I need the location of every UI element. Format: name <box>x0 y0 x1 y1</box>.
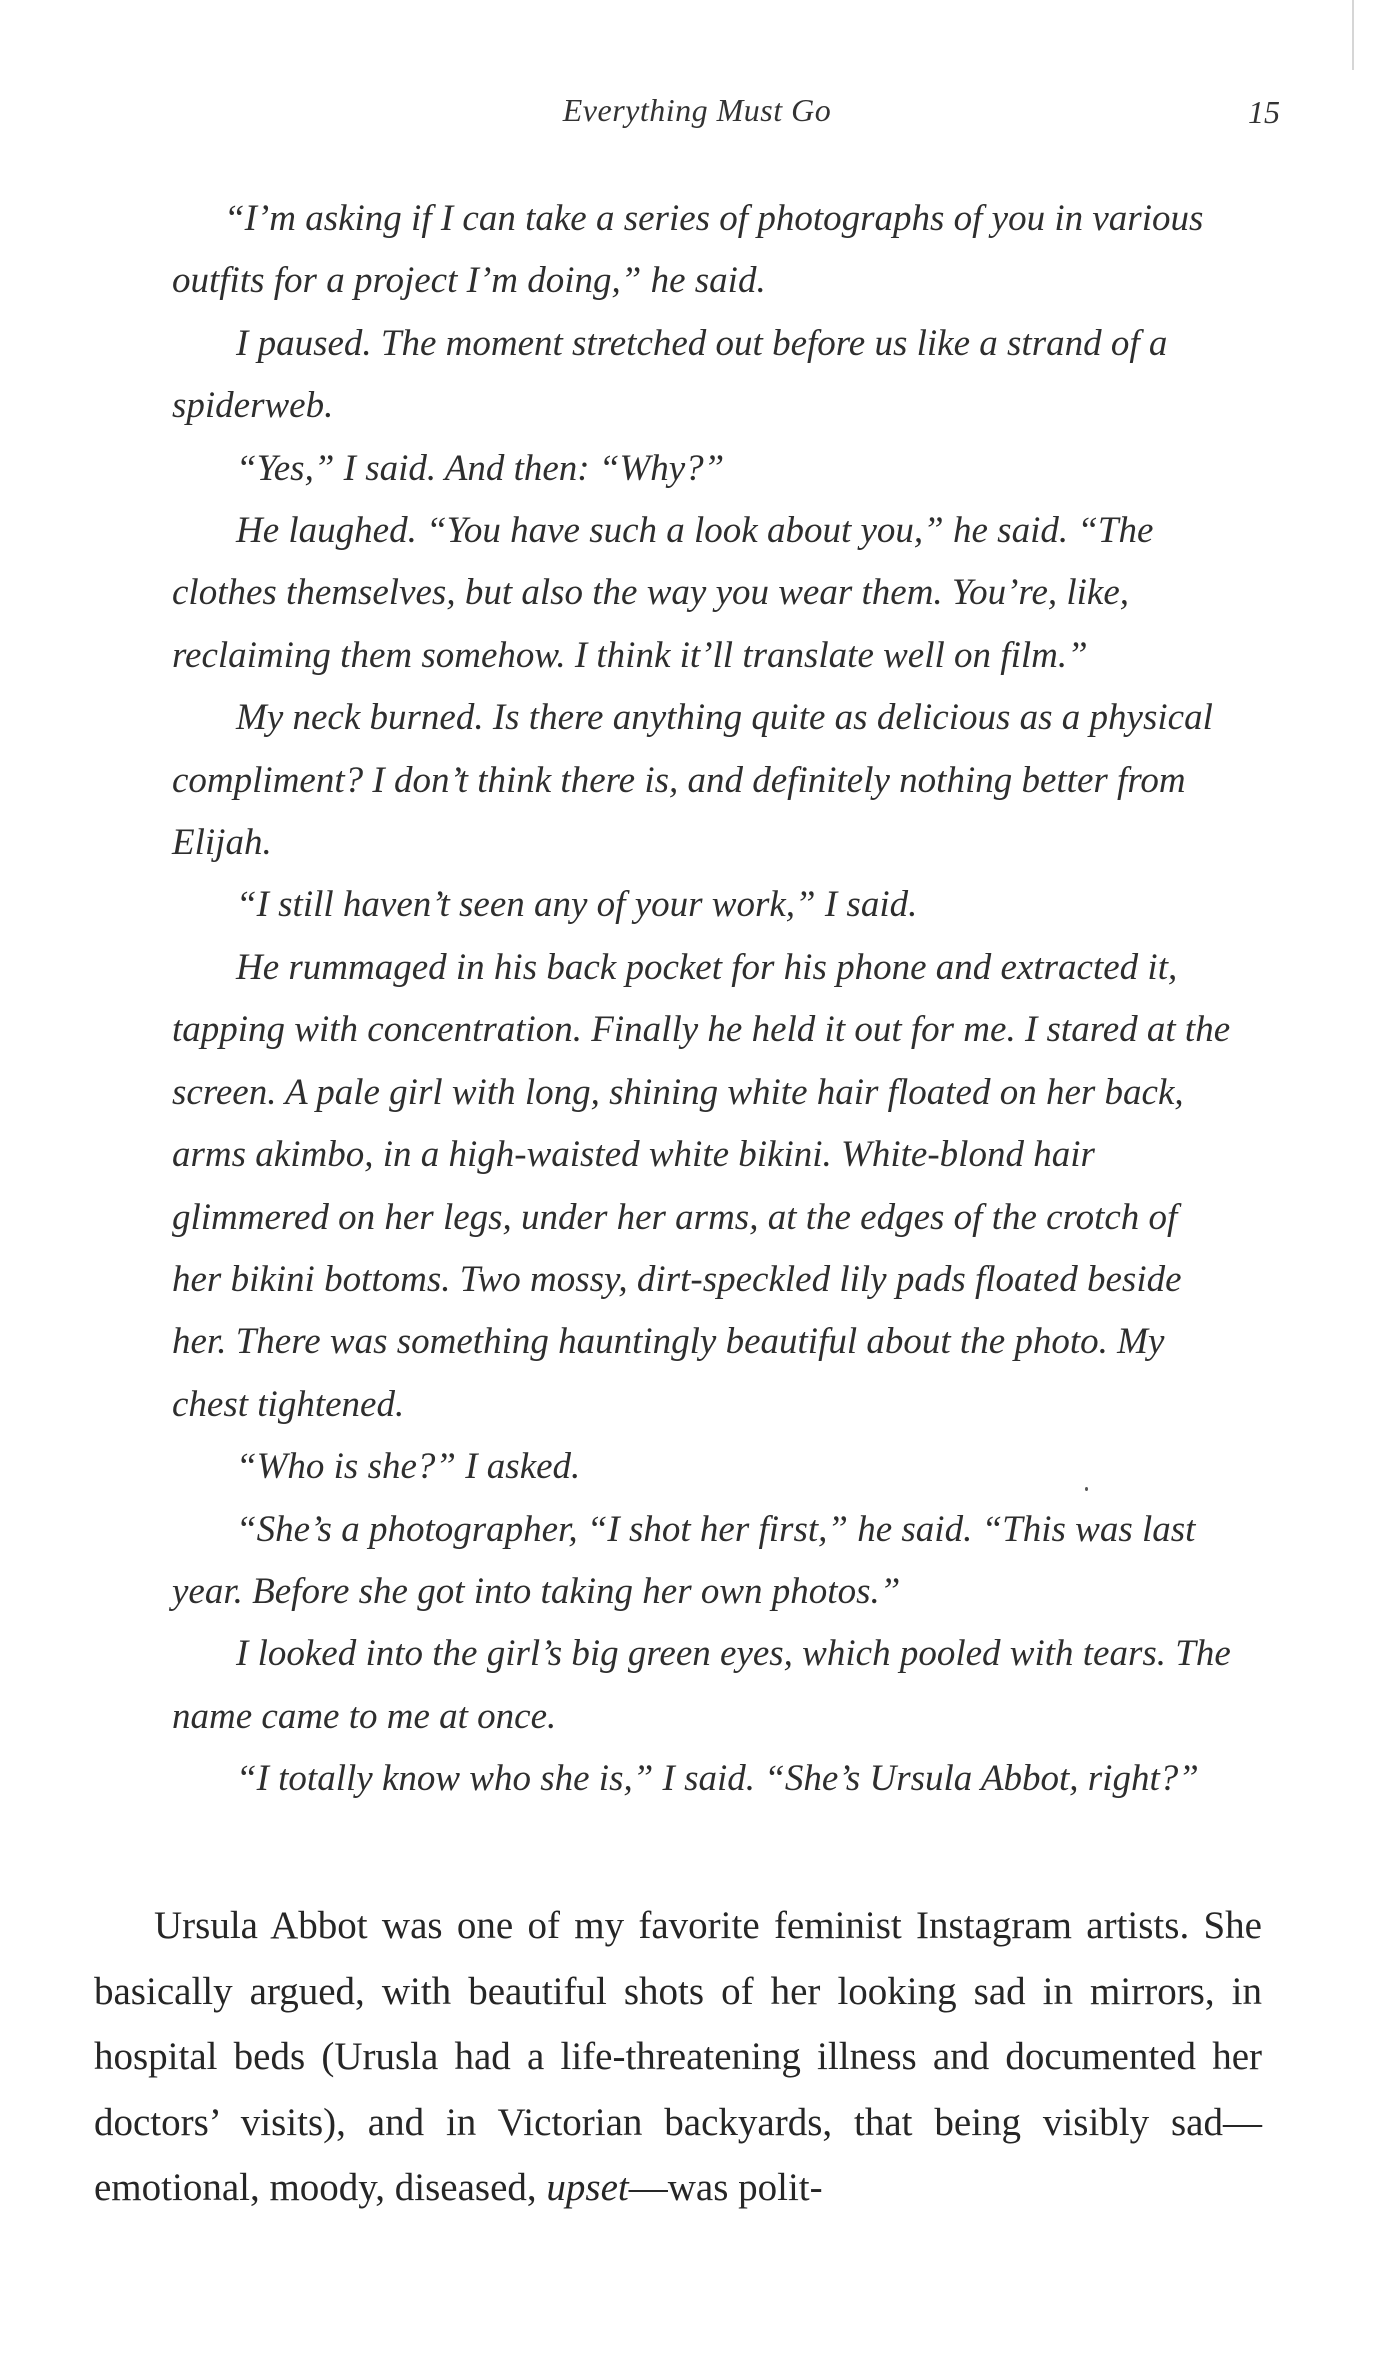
excerpt-paragraph: My neck burned. Is there anything quite as delicious as a physical compliment? I don’t think there is, and definitely nothing better from Elijah. <box>172 697 1213 864</box>
excerpt-paragraph: “Who is she?” I asked. <box>236 1446 581 1488</box>
excerpt-paragraph: I looked into the girl’s big green eyes, which pooled with tears. The name came to me at once. <box>172 1633 1231 1737</box>
body-emphasis: upset <box>546 2166 629 2209</box>
scan-edge-mark <box>1352 0 1354 70</box>
excerpt-paragraph: “I totally know who she is,” I said. “She’s Ursula Abbot, right?” <box>236 1758 1199 1800</box>
page-number: 15 <box>1248 94 1280 130</box>
excerpt-paragraph: He laughed. “You have such a look about you,” he said. “The clothes themselves, but also the way you wear them. You’re, like, reclaiming them somehow. I think it’ll translate well on film.” <box>172 510 1154 676</box>
body-paragraph <box>94 1893 1262 2221</box>
body-text-end: —was polit- <box>628 2166 823 2209</box>
excerpt-paragraph: “I still haven’t seen any of your work,” I said. <box>236 884 918 926</box>
body-text-start: Ursula Abbot was one of my favorite feminist Instagram artists. She basically argued, with beautiful shots of her looking sad in mirrors, in hospital beds (Urusla had a life-threatening illness and documented her doctors’ visits), and in Victorian backyards, that being visibly sad—emotional, moody, diseased, <box>94 1904 1262 2209</box>
excerpt-paragraph: He rummaged in his back pocket for his phone and extracted it, tapping with concentration. Finally he held it out for me. I stared at the screen. A pale girl with long, shining white hair floated on her back, arms akimbo, in a high-waisted white bikini. White-blond hair glimmered on her legs, under her arms, at the edges of the crotch of her bikini bottoms. Two mossy, dirt-speckled lily pads floated beside her. There was something hauntingly beautiful about the photo. My chest tightened. <box>172 946 1231 1425</box>
excerpt-paragraph: “Yes,” I said. And then: “Why?” <box>236 447 725 489</box>
excerpt-paragraph: I paused. The moment stretched out before us like a strand of a spiderweb. <box>172 322 1168 427</box>
excerpt-paragraph: “She’s a photographer, “I shot her first,” he said. “This was last year. Before she got into taking her own photos.” <box>172 1508 1196 1612</box>
italic-excerpt <box>172 188 1232 1811</box>
running-title: Everything Must Go <box>562 92 832 128</box>
excerpt-paragraph: “I’m asking if I can take a series of photographs of you in various outfits for a project I’m doing,” he said. <box>172 198 1204 302</box>
